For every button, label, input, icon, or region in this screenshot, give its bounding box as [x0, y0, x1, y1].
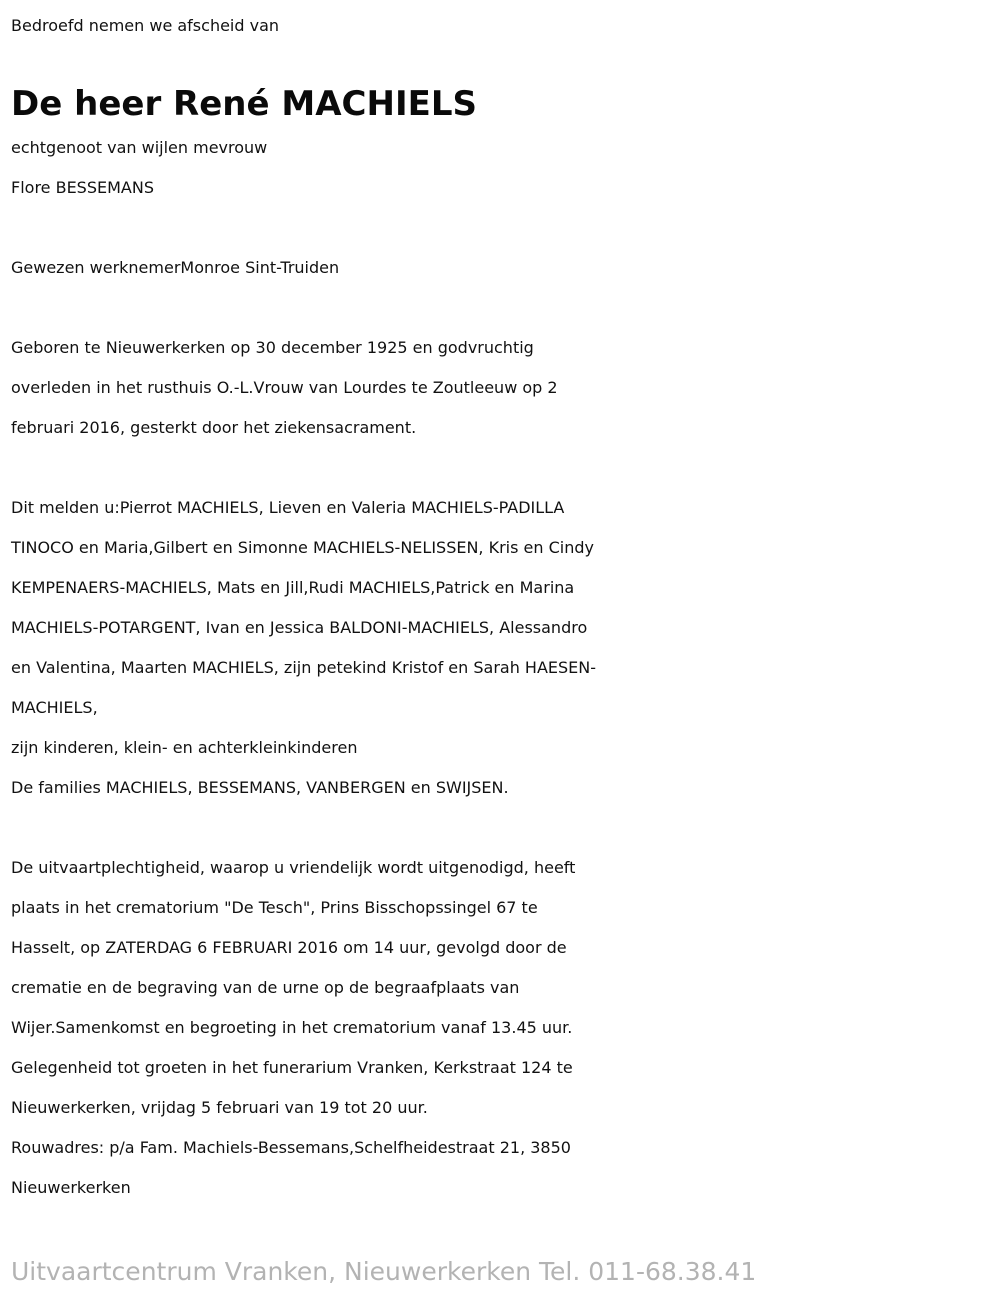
occupation-text: Gewezen werknemerMonroe Sint-Truiden — [11, 258, 340, 277]
birth-death-line: februari 2016, gesterkt door het ziekensacrament. — [11, 418, 417, 437]
birth-death-line: Geboren te Nieuwerkerken op 30 december 1925 en godvruchtig — [11, 338, 534, 357]
ceremony-line: De uitvaartplechtigheid, waarop u vriendelijk wordt uitgenodigd, heeft — [11, 858, 576, 877]
ceremony-line: Nieuwerkerken — [11, 1178, 131, 1197]
ceremony-line: Gelegenheid tot groeten in het funerarium Vranken, Kerkstraat 124 te — [11, 1058, 573, 1077]
family-line: TINOCO en Maria,Gilbert en Simonne MACHIELS-NELISSEN, Kris en Cindy — [11, 538, 594, 557]
ceremony-line: Hasselt, op ZATERDAG 6 FEBRUARI 2016 om 14 uur, gevolgd door de — [11, 938, 567, 957]
family-line: KEMPENAERS-MACHIELS, Mats en Jill,Rudi MACHIELS,Patrick en Marina — [11, 578, 575, 597]
family-line: Dit melden u:Pierrot MACHIELS, Lieven en Valeria MACHIELS-PADILLA — [11, 498, 565, 517]
family-line: De families MACHIELS, BESSEMANS, VANBERGEN en SWIJSEN. — [11, 778, 509, 797]
ceremony-line: plaats in het crematorium "De Tesch", Prins Bisschopssingel 67 te — [11, 898, 538, 917]
family-line: MACHIELS, — [11, 698, 98, 717]
family-paragraph — [11, 488, 990, 808]
ceremony-line: Rouwadres: p/a Fam. Machiels-Bessemans,Schelfheidestraat 21, 3850 — [11, 1138, 571, 1157]
family-line: MACHIELS-POTARGENT, Ivan en Jessica BALDONI-MACHIELS, Alessandro — [11, 618, 588, 637]
family-line: en Valentina, Maarten MACHIELS, zijn petekind Kristof en Sarah HAESEN- — [11, 658, 597, 677]
funeral-home-footer: Uitvaartcentrum Vranken, Nieuwerkerken Tel. 011-68.38.41 — [11, 1257, 757, 1286]
intro-text: Bedroefd nemen we afscheid van — [11, 16, 280, 35]
spouse-line-1: echtgenoot van wijlen mevrouw — [11, 138, 268, 157]
family-line: zijn kinderen, klein- en achterkleinkinderen — [11, 738, 358, 757]
deceased-name: De heer René MACHIELS — [11, 84, 477, 124]
spouse-line-2: Flore BESSEMANS — [11, 178, 154, 197]
ceremony-line: Wijer.Samenkomst en begroeting in het crematorium vanaf 13.45 uur. — [11, 1018, 573, 1037]
ceremony-line: Nieuwerkerken, vrijdag 5 februari van 19 tot 20 uur. — [11, 1098, 428, 1117]
birth-death-paragraph — [11, 328, 990, 448]
ceremony-line: crematie en de begraving van de urne op de begraafplaats van — [11, 978, 520, 997]
birth-death-line: overleden in het rusthuis O.-L.Vrouw van Lourdes te Zoutleeuw op 2 — [11, 378, 558, 397]
ceremony-paragraph — [11, 848, 990, 1208]
